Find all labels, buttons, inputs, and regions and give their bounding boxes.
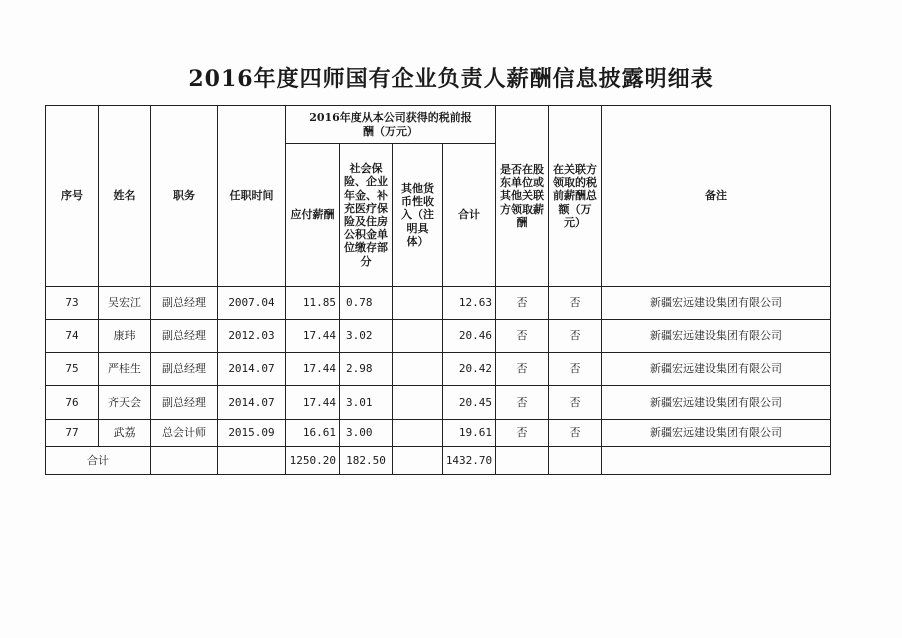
cell-related: 否 [549, 320, 602, 353]
totals-empty-shareholder [496, 447, 549, 475]
cell-remark: 新疆宏远建设集团有限公司 [602, 420, 831, 447]
totals-empty-related [549, 447, 602, 475]
cell-remark: 新疆宏远建设集团有限公司 [602, 287, 831, 320]
cell-shareholder: 否 [496, 353, 549, 386]
cell-position: 副总经理 [151, 287, 218, 320]
cell-other [393, 287, 443, 320]
table-row [46, 353, 831, 386]
totals-payable: 1250.20 [286, 447, 340, 475]
cell-social: 0.78 [340, 287, 393, 320]
totals-row [46, 447, 831, 475]
header-related: 在关联方领取的税前薪酬总额（万元） [549, 106, 602, 287]
cell-related: 否 [549, 287, 602, 320]
totals-empty-position [151, 447, 218, 475]
cell-related: 否 [549, 420, 602, 447]
cell-social: 3.01 [340, 386, 393, 420]
cell-remark: 新疆宏远建设集团有限公司 [602, 320, 831, 353]
header-remark: 备注 [602, 106, 831, 287]
header-other: 其他货币性收入（注明具体） [393, 144, 443, 287]
cell-related: 否 [549, 353, 602, 386]
cell-name: 康玮 [99, 320, 151, 353]
cell-position: 总会计师 [151, 420, 218, 447]
header-payable: 应付薪酬 [286, 144, 340, 287]
cell-payable: 17.44 [286, 320, 340, 353]
cell-other [393, 386, 443, 420]
header-name: 姓名 [99, 106, 151, 287]
totals-empty-remark [602, 447, 831, 475]
cell-social: 2.98 [340, 353, 393, 386]
totals-empty-tenure [218, 447, 286, 475]
cell-tenure: 2014.07 [218, 353, 286, 386]
cell-name: 齐天会 [99, 386, 151, 420]
cell-payable: 17.44 [286, 353, 340, 386]
cell-tenure: 2007.04 [218, 287, 286, 320]
table-row [46, 386, 831, 420]
cell-name: 吴宏江 [99, 287, 151, 320]
cell-shareholder: 否 [496, 320, 549, 353]
header-seq: 序号 [46, 106, 99, 287]
table-row [46, 320, 831, 353]
cell-total: 20.42 [443, 353, 496, 386]
totals-social: 182.50 [340, 447, 393, 475]
header-position: 职务 [151, 106, 218, 287]
page-title: 2016年度四师国有企业负责人薪酬信息披露明细表 [188, 66, 714, 92]
cell-shareholder: 否 [496, 420, 549, 447]
cell-total: 19.61 [443, 420, 496, 447]
cell-shareholder: 否 [496, 287, 549, 320]
cell-payable: 11.85 [286, 287, 340, 320]
cell-remark: 新疆宏远建设集团有限公司 [602, 353, 831, 386]
cell-position: 副总经理 [151, 320, 218, 353]
header-social: 社会保险、企业年金、补充医疗保险及住房公积金单位缴存部分 [340, 144, 393, 287]
cell-name: 武荔 [99, 420, 151, 447]
cell-position: 副总经理 [151, 353, 218, 386]
header-pay-group: 2016年度从本公司获得的税前报酬（万元） [286, 106, 496, 144]
cell-tenure: 2012.03 [218, 320, 286, 353]
cell-seq: 75 [46, 353, 99, 386]
cell-seq: 74 [46, 320, 99, 353]
cell-total: 20.46 [443, 320, 496, 353]
cell-remark: 新疆宏远建设集团有限公司 [602, 386, 831, 420]
cell-tenure: 2015.09 [218, 420, 286, 447]
cell-seq: 77 [46, 420, 99, 447]
cell-payable: 17.44 [286, 386, 340, 420]
cell-total: 12.63 [443, 287, 496, 320]
cell-tenure: 2014.07 [218, 386, 286, 420]
table-row [46, 420, 831, 447]
cell-position: 副总经理 [151, 386, 218, 420]
cell-name: 严桂生 [99, 353, 151, 386]
totals-total: 1432.70 [443, 447, 496, 475]
header-subtotal: 合计 [443, 144, 496, 287]
header-shareholder: 是否在股东单位或其他关联方领取薪酬 [496, 106, 549, 287]
cell-seq: 73 [46, 287, 99, 320]
header-tenure: 任职时间 [218, 106, 286, 287]
cell-payable: 16.61 [286, 420, 340, 447]
cell-other [393, 320, 443, 353]
table-header-row [46, 106, 831, 144]
cell-social: 3.00 [340, 420, 393, 447]
salary-table [45, 105, 831, 475]
cell-social: 3.02 [340, 320, 393, 353]
totals-label: 合计 [46, 447, 151, 475]
cell-total: 20.45 [443, 386, 496, 420]
totals-empty-other [393, 447, 443, 475]
cell-related: 否 [549, 386, 602, 420]
cell-seq: 76 [46, 386, 99, 420]
cell-other [393, 353, 443, 386]
cell-shareholder: 否 [496, 386, 549, 420]
table-row [46, 287, 831, 320]
cell-other [393, 420, 443, 447]
